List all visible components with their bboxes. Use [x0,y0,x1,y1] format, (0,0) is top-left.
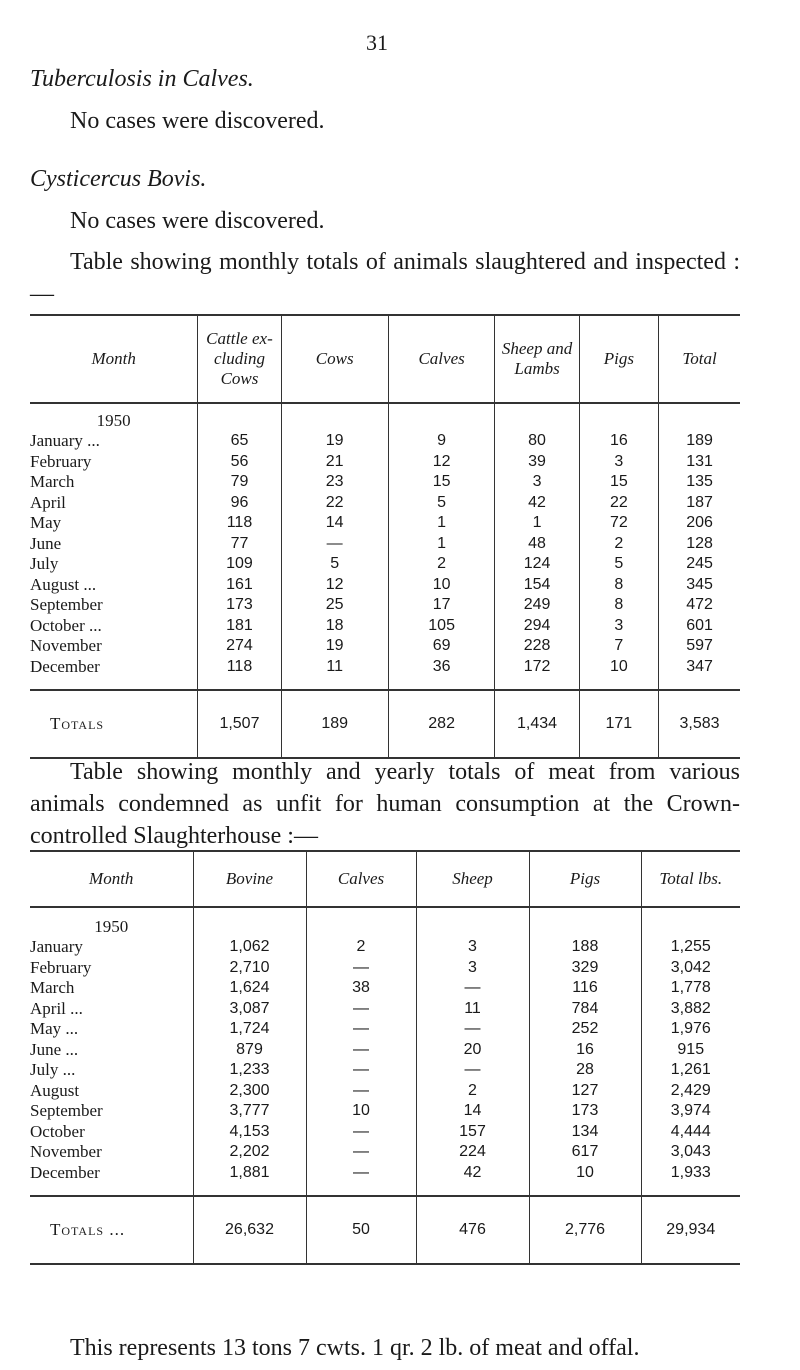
row-value: 2,429 [641,1081,740,1102]
total-value: 50 [306,1196,416,1264]
row-value: — [306,1060,416,1081]
row-value: 96 [198,493,281,514]
row-value: 77 [198,534,281,555]
row-value: 597 [659,636,740,657]
row-value: 25 [281,595,388,616]
row-value: 188 [529,937,641,958]
row-month: January [30,937,83,956]
total-value: 189 [281,690,388,758]
header-calves: Calves [306,851,416,907]
row-value: 7 [579,636,658,657]
row-value: 22 [281,493,388,514]
total-value: 171 [579,690,658,758]
row-value: 4,153 [193,1122,306,1143]
row-value: 181 [198,616,281,637]
row-value: 5 [281,554,388,575]
table2-intro: Table showing monthly and yearly totals of meat from various animals condemned as unfit for human consumption at the Crown-controlled Slaughterhouse :— [30,759,740,849]
row-value: 124 [495,554,579,575]
total-value: 29,934 [641,1196,740,1264]
row-month: October [30,1121,85,1141]
row-value: 228 [495,636,579,657]
row-value: 1,255 [641,937,740,958]
row-value: 16 [579,431,658,452]
row-value: 249 [495,595,579,616]
table-row [30,616,740,637]
table-row [30,472,740,493]
header-sheep: Sheep [416,851,529,907]
row-value: 56 [198,452,281,473]
row-value: 19 [281,431,388,452]
row-month: July ... [30,1060,76,1079]
row-month: March [30,978,75,997]
row-value: 1,233 [193,1060,306,1081]
row-value: 3 [579,452,658,473]
row-value: 3 [416,958,529,979]
row-value: 9 [388,431,495,452]
row-value: 1,261 [641,1060,740,1081]
row-value: 118 [198,513,281,534]
row-value: — [306,999,416,1020]
row-value: 172 [495,657,579,678]
year-label: 1950 [94,916,129,936]
row-value: — [416,1060,529,1081]
row-value: 10 [306,1101,416,1122]
row-month: September [30,1101,103,1120]
slaughter-table [30,314,740,759]
table-row [30,958,740,979]
row-value: 16 [529,1040,641,1061]
row-value: 10 [529,1163,641,1184]
row-value: 15 [388,472,495,493]
row-value: 134 [529,1122,641,1143]
header-sheep: Sheep and Lambs [495,315,579,403]
totals-label: Totals [30,690,198,758]
row-month: July [30,554,59,573]
row-value: 14 [281,513,388,534]
row-value: 11 [281,657,388,678]
row-value: 1 [495,513,579,534]
row-value: 36 [388,657,495,678]
row-month: December [30,656,100,676]
row-value: 2 [388,554,495,575]
row-value: — [306,1142,416,1163]
row-value: 915 [641,1040,740,1061]
row-value: 252 [529,1019,641,1040]
year-label: 1950 [96,410,131,430]
row-month: May [30,513,62,532]
table-row [30,431,740,452]
row-value: 3,777 [193,1101,306,1122]
row-value: 21 [281,452,388,473]
row-value: 347 [659,657,740,678]
row-value: 157 [416,1122,529,1143]
row-value: 38 [306,978,416,999]
row-value: 2 [579,534,658,555]
row-value: 3 [495,472,579,493]
row-month: October ... [30,615,102,635]
row-month: April ... [30,998,83,1018]
row-month: May ... [30,1019,79,1038]
row-month: April [30,492,66,512]
row-value: 8 [579,575,658,596]
table-row [30,575,740,596]
row-value: 2 [306,937,416,958]
row-value: 879 [193,1040,306,1061]
row-value: 3,974 [641,1101,740,1122]
row-month: June ... [30,1039,79,1059]
row-value: 79 [198,472,281,493]
table-row [30,1081,740,1102]
row-value: 3 [416,937,529,958]
row-value: 131 [659,452,740,473]
row-value: 224 [416,1142,529,1163]
table1-intro: Table showing monthly totals of animals slaughtered and inspected :— [30,249,740,307]
row-value: 42 [495,493,579,514]
section-title-tuberculosis: Tuberculosis in Calves. [30,66,254,92]
row-value: 1,933 [641,1163,740,1184]
table-row [30,1019,740,1040]
row-value: 2,710 [193,958,306,979]
table-row [30,978,740,999]
row-month: December [30,1162,100,1182]
row-value: 274 [198,636,281,657]
row-value: 3,043 [641,1142,740,1163]
header-pigs: Pigs [579,315,658,403]
row-value: 118 [198,657,281,678]
row-value: 2 [416,1081,529,1102]
row-value: — [306,1163,416,1184]
row-value: — [416,1019,529,1040]
row-value: 20 [416,1040,529,1061]
row-value: 345 [659,575,740,596]
row-value: 189 [659,431,740,452]
row-value: 1,976 [641,1019,740,1040]
row-value: 12 [388,452,495,473]
row-value: 14 [416,1101,529,1122]
row-value: — [281,534,388,555]
total-value: 26,632 [193,1196,306,1264]
row-value: 128 [659,534,740,555]
row-value: 2,300 [193,1081,306,1102]
row-value: 5 [388,493,495,514]
row-value: 80 [495,431,579,452]
table-row [30,1142,740,1163]
closing-statement: This represents 13 tons 7 cwts. 1 qr. 2 lb. of meat and offal. [70,1335,640,1361]
row-value: 15 [579,472,658,493]
row-value: 19 [281,636,388,657]
table-row [30,1040,740,1061]
header-month: Month [30,315,198,403]
row-value: 127 [529,1081,641,1102]
table-row [30,595,740,616]
row-value: — [306,1019,416,1040]
row-value: 39 [495,452,579,473]
table-row [30,513,740,534]
table-row [30,534,740,555]
row-value: 135 [659,472,740,493]
row-value: 1,881 [193,1163,306,1184]
header-cows: Cows [281,315,388,403]
header-bovine: Bovine [193,851,306,907]
table-row [30,1101,740,1122]
row-value: 65 [198,431,281,452]
row-value: 17 [388,595,495,616]
row-month: January ... [30,431,100,450]
row-month: November [30,1142,102,1161]
totals-row [30,690,740,758]
section-text-tuberculosis: No cases were discovered. [70,108,325,134]
row-value: 154 [495,575,579,596]
row-value: 72 [579,513,658,534]
row-value: 11 [416,999,529,1020]
table-row [30,1122,740,1143]
row-value: 22 [579,493,658,514]
row-value: — [306,1122,416,1143]
row-value: 12 [281,575,388,596]
table-row [30,452,740,473]
row-value: 23 [281,472,388,493]
row-value: 329 [529,958,641,979]
row-value: 1,778 [641,978,740,999]
row-value: 161 [198,575,281,596]
row-value: 105 [388,616,495,637]
row-value: 187 [659,493,740,514]
row-month: September [30,595,103,614]
table-row [30,937,740,958]
row-value: 1 [388,534,495,555]
header-total-lbs: Total lbs. [641,851,740,907]
row-value: 3,087 [193,999,306,1020]
header-cattle: Cattle ex- cluding Cows [198,315,281,403]
row-value: 245 [659,554,740,575]
header-total: Total [659,315,740,403]
row-month: August ... [30,574,97,594]
row-value: 173 [529,1101,641,1122]
total-value: 282 [388,690,495,758]
row-value: — [416,978,529,999]
row-month: February [30,957,92,977]
row-month: June [30,533,62,553]
total-value: 3,583 [659,690,740,758]
row-value: 1,724 [193,1019,306,1040]
row-month: March [30,472,75,491]
total-value: 1,434 [495,690,579,758]
table-row [30,1163,740,1184]
row-value: 206 [659,513,740,534]
row-value: 1 [388,513,495,534]
row-value: 48 [495,534,579,555]
row-value: — [306,1040,416,1061]
row-value: 173 [198,595,281,616]
table-row [30,493,740,514]
table-row [30,636,740,657]
row-month: August [30,1080,80,1100]
row-value: 3,882 [641,999,740,1020]
row-value: 42 [416,1163,529,1184]
condemned-meat-table [30,850,740,1265]
table-row [30,1060,740,1081]
row-value: 8 [579,595,658,616]
page-number: 31 [366,30,388,55]
totals-row [30,1196,740,1264]
row-value: 28 [529,1060,641,1081]
row-month: November [30,636,102,655]
row-value: 10 [579,657,658,678]
row-value: 69 [388,636,495,657]
total-value: 1,507 [198,690,281,758]
table-row [30,999,740,1020]
row-value: 472 [659,595,740,616]
header-calves: Calves [388,315,495,403]
header-pigs: Pigs [529,851,641,907]
header-month: Month [30,851,193,907]
total-value: 476 [416,1196,529,1264]
row-value: 294 [495,616,579,637]
row-value: 1,062 [193,937,306,958]
table-row [30,554,740,575]
row-value: 116 [529,978,641,999]
row-value: 5 [579,554,658,575]
row-value: 3 [579,616,658,637]
section-text-cysticercus: No cases were discovered. [70,208,325,234]
row-month: February [30,451,92,471]
row-value: 18 [281,616,388,637]
row-value: — [306,1081,416,1102]
row-value: — [306,958,416,979]
row-value: 10 [388,575,495,596]
row-value: 784 [529,999,641,1020]
row-value: 617 [529,1142,641,1163]
section-title-cysticercus: Cysticercus Bovis. [30,166,207,192]
row-value: 2,202 [193,1142,306,1163]
row-value: 109 [198,554,281,575]
row-value: 4,444 [641,1122,740,1143]
row-value: 1,624 [193,978,306,999]
table-row [30,657,740,678]
totals-label: Totals ... [30,1196,193,1264]
total-value: 2,776 [529,1196,641,1264]
row-value: 601 [659,616,740,637]
row-value: 3,042 [641,958,740,979]
